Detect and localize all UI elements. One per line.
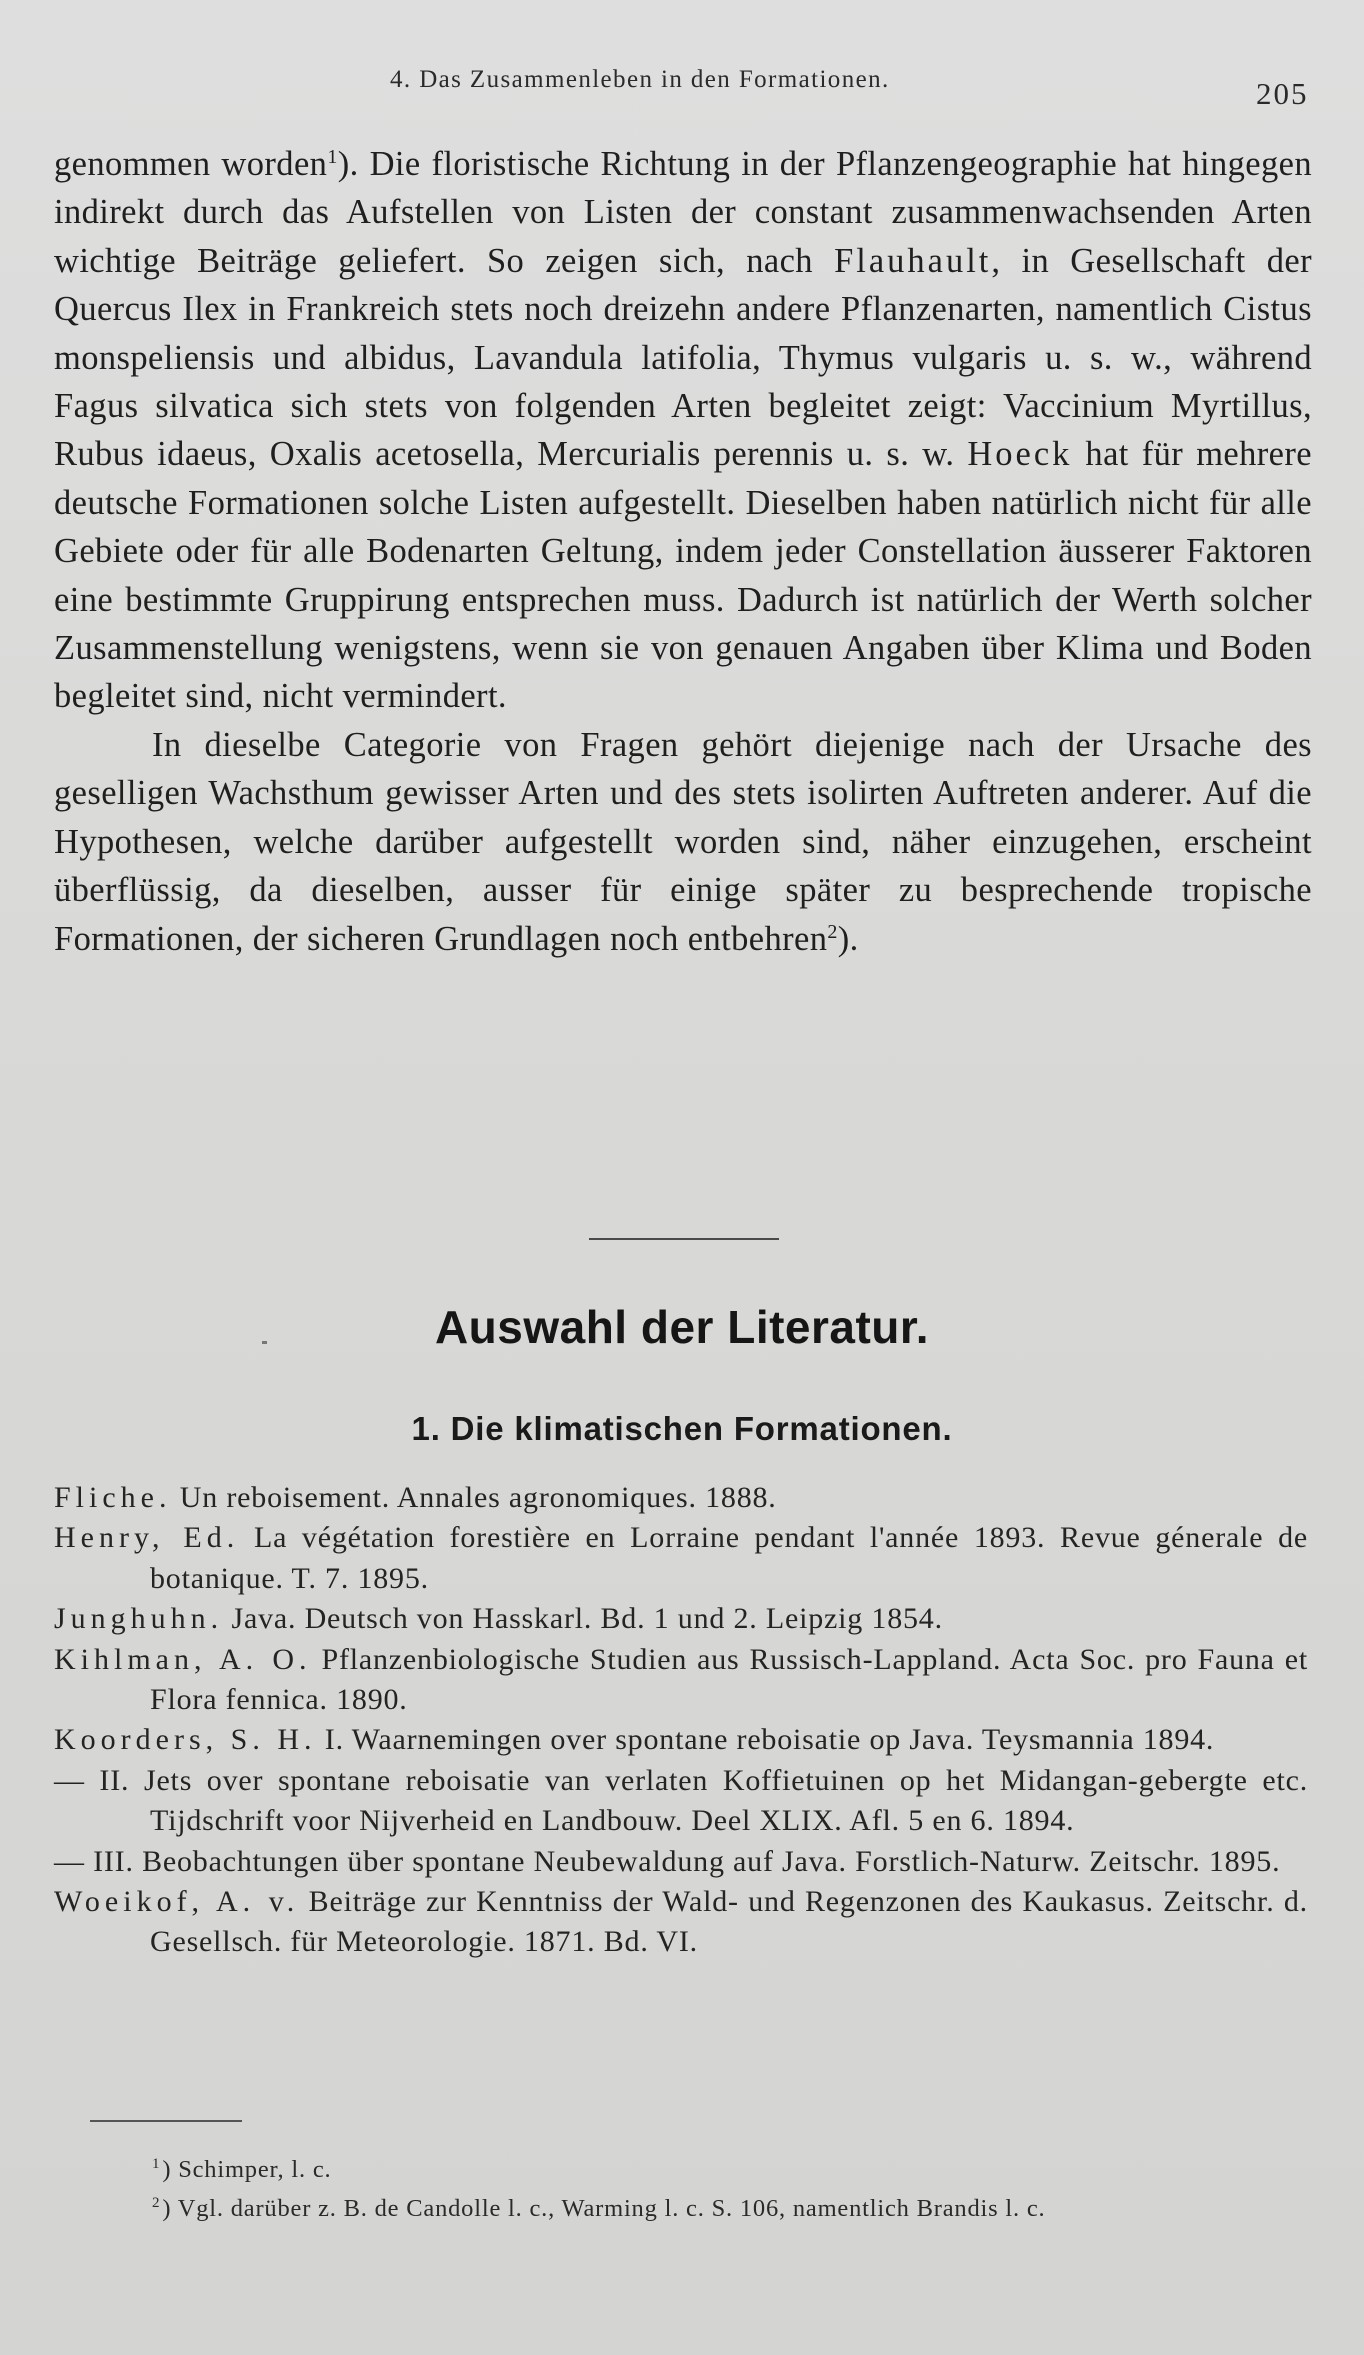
- bibliography-entry: [54, 1599, 1308, 1639]
- bib-text: Jets over spontane reboisatie van verlaten Koffietuinen op het Midangan-gebergte etc. Tijdschrift voor Nijverheid en Landbouw. Deel XLIX. Afl. 5 en 6. 1894.: [129, 1763, 1309, 1838]
- running-title: 4. Das Zusammenleben in den Formationen.: [390, 66, 890, 93]
- bibliography-entry: [54, 1478, 1308, 1518]
- bibliography-entry: [54, 1882, 1308, 1963]
- body-text: [54, 140, 1312, 963]
- bib-text: Un reboisement. Annales agronomiques. 1888.: [171, 1481, 777, 1514]
- bibliography-entry: [54, 1842, 1308, 1882]
- bib-author: Kihlman, A. O.: [54, 1642, 312, 1676]
- paragraph-2-text-a: In dieselbe Categorie von Fragen gehört diejenige nach der Ursache des geselligen Wachsthum gewisser Arten und des stets isolirten Auftreten anderer. Auf die Hypothesen, welche darüber aufgestellt worden sind, näher einzugehen, erscheint überflüssig, da dieselben, ausser für einige später zu besprechende tropische Formationen, der sicheren Grundlagen noch entbehren: [54, 725, 1312, 958]
- footnote-1: [152, 2150, 1312, 2189]
- bibliography-entry: [54, 1518, 1308, 1599]
- literature-subheading: 1. Die klimatischen Formationen.: [411, 1410, 953, 1447]
- bibliography-entry: [54, 1720, 1308, 1760]
- author-name-hoeck: Hoeck: [967, 435, 1073, 474]
- bib-text: Beiträge zur Kenntniss der Wald- und Regenzonen des Kaukasus. Zeitschr. d. Gesellsch. für Meteorologie. 1871. Bd. VI.: [150, 1885, 1308, 1959]
- paragraph-2: [54, 721, 1312, 963]
- literature-heading: Auswahl der Literatur.: [434, 1301, 930, 1353]
- paragraph-1-text-b: ). Die floristische Richtung in der Pflanzengeographie hat hingegen indirekt durch das Aufstellen von Listen der constant zusammenwachsenden Arten wichtige Beiträge geliefert. So zeigen sich, nach: [54, 145, 1312, 280]
- bib-author: Junghuhn.: [54, 1602, 224, 1636]
- author-name-flauhault: Flauhault: [834, 241, 992, 280]
- paragraph-1-text-c: , in Gesellschaft der Quercus Ilex in Frankreich stets noch dreizehn andere Pflanzenarten, namentlich Cistus monspeliensis und albidus, Lavandula latifolia, Thymus vulgaris u. s. w., während Fagus silvatica sich stets von folgenden Arten begleitet zeigt: Vaccinium Myrtillus, Rubus idaeus, Oxalis acetosella, Mercurialis perennis u. s. w.: [54, 241, 1312, 474]
- bib-text: La végétation forestière en Lorraine pendant l'année 1893. Revue génerale de botanique. T. 7. 1895.: [150, 1521, 1308, 1595]
- bib-text: I. Waarnemingen over spontane reboisatie op Java. Teysmannia 1894.: [316, 1723, 1215, 1757]
- page-number: 205: [1256, 76, 1309, 111]
- section-divider: [589, 1238, 779, 1240]
- bib-author: Henry, Ed.: [54, 1521, 240, 1555]
- bibliography-entry: [54, 1761, 1308, 1842]
- footnote-ref-2: 2: [827, 920, 838, 943]
- bib-author: Koorders, S. H.: [54, 1723, 317, 1757]
- bib-text: Java. Deutsch von Hasskarl. Bd. 1 und 2. Leipzig 1854.: [223, 1602, 943, 1636]
- paragraph-1-text-a: genommen worden: [54, 145, 328, 183]
- bib-author: Woeikof, A. v.: [54, 1885, 300, 1919]
- paragraph-1-text-d: hat für mehrere deutsche Formationen solche Listen aufgestellt. Dieselben haben natürlich nicht für alle Gebiete oder für alle Bodenarten Geltung, indem jeder Constellation äusserer Faktoren eine bestimmte Gruppirung entsprechen muss. Dadurch ist natürlich der Werth solcher Zusammenstellung wenigstens, wenn sie von genauen Angaben über Klima und Boden begleitet sind, nicht vermindert.: [54, 435, 1312, 716]
- bib-author: — II.: [54, 1763, 130, 1797]
- footnote-text: ) Vgl. darüber z. B. de Candolle l. c., Warming l. c. S. 106, namentlich Brandis l. c.: [162, 2195, 1046, 2222]
- footnote-2: [152, 2189, 1312, 2228]
- footnote-ref-1: 1: [327, 146, 338, 168]
- footnote-rule: [90, 2120, 242, 2122]
- footnotes: [152, 2150, 1312, 2228]
- paragraph-1: [54, 140, 1312, 721]
- paragraph-2-text-b: ).: [837, 919, 859, 958]
- bib-author: — III.: [54, 1844, 134, 1878]
- bibliography-list: [54, 1478, 1308, 1963]
- bib-text: Pflanzenbiologische Studien aus Russisch-Lappland. Acta Soc. pro Fauna et Flora fennica. 1890.: [150, 1642, 1308, 1717]
- footnote-text: ) Schimper, l. c.: [162, 2156, 332, 2183]
- bib-author: Fliche.: [54, 1481, 172, 1514]
- footnote-marker: 2: [152, 2195, 161, 2211]
- bibliography-entry: [54, 1640, 1308, 1721]
- bib-text: Beobachtungen über spontane Neubewaldung auf Java. Forstlich-Naturw. Zeitschr. 1895.: [133, 1844, 1281, 1878]
- footnote-marker: 1: [152, 2156, 161, 2172]
